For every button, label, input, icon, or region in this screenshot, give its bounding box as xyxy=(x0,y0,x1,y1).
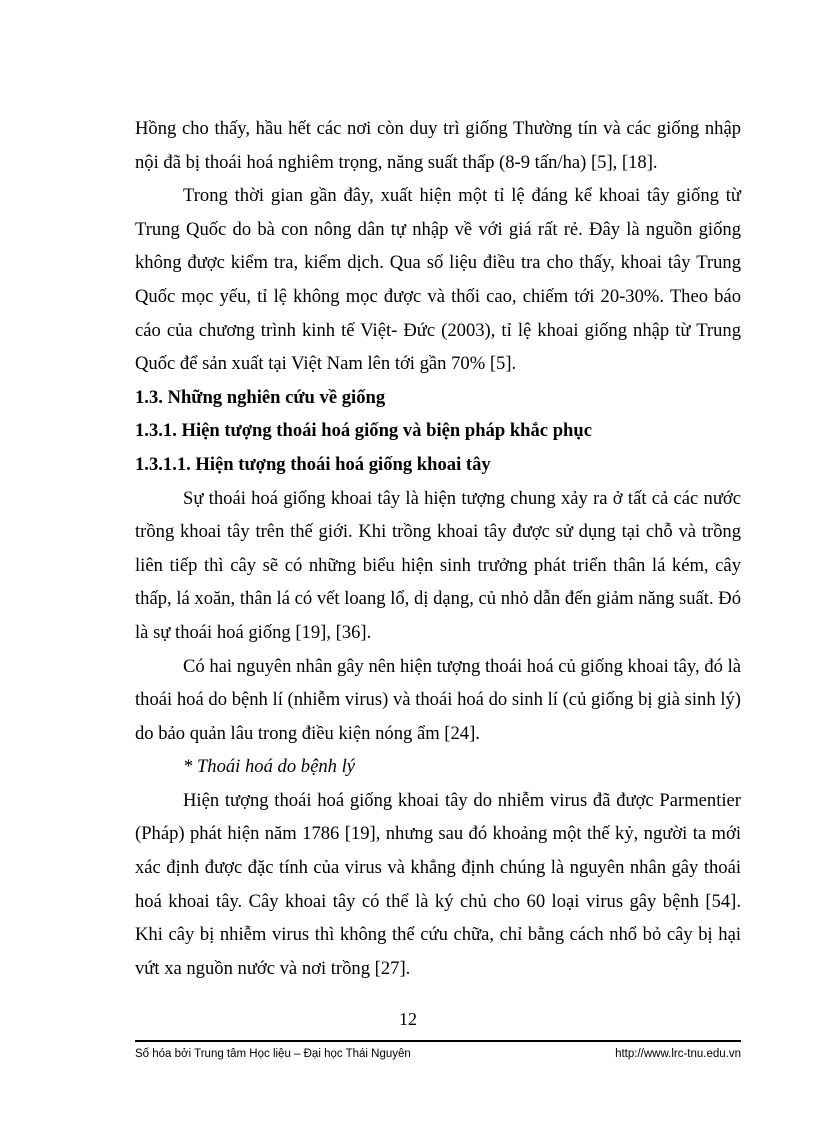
paragraph-chinese-seed: Trong thời gian gần đây, xuất hiện một tỉ lệ đáng kể khoai tây giống từ Trung Quốc do bà con nông dân tự nhập về với giá rất rẻ. Đây là nguồn giống không được kiểm tra, kiểm dịch. Qua số liệu điều tra cho thấy, khoai tây Trung Quốc mọc yếu, tỉ lệ không mọc được và thối cao, chiếm tới 20-30%. Theo báo cáo của chương trình kinh tế Việt- Đức (2003), tỉ lệ khoai giống nhập từ Trung Quốc để sản xuất tại Việt Nam lên tới gần 70% [5]. xyxy=(135,185,741,375)
footer-divider xyxy=(135,1040,741,1042)
heading-1-3: 1.3. Những nghiên cứu về giống xyxy=(135,386,386,408)
footer-credit: Số hóa bởi Trung tâm Học liệu – Đại học Thái Nguyên xyxy=(135,1048,411,1060)
footer-url: http://www.lrc-tnu.edu.vn xyxy=(615,1048,741,1060)
paragraph-virus: Hiện tượng thoái hoá giống khoai tây do nhiễm virus đã được Parmentier (Pháp) phát hiện năm 1786 [19], nhưng sau đó khoảng một thế kỷ, người ta mới xác định được đặc tính của virus và khẳng định chúng là nguyên nhân gây thoái hoá khoai tây. Cây khoai tây có thể là ký chủ cho 60 loại virus gây bệnh [54]. Khi cây bị nhiễm virus thì không thể cứu chữa, chỉ bằng cách nhổ bỏ cây bị hại vứt xa nguồn nước và nơi trồng [27]. xyxy=(135,789,741,979)
subheading-pathological: * Thoái hoá do bệnh lý xyxy=(183,756,355,778)
heading-1-3-1-1: 1.3.1.1. Hiện tượng thoái hoá giống khoai tây xyxy=(135,453,491,475)
page-body xyxy=(135,112,741,985)
paragraph-continuation: Hồng cho thấy, hầu hết các nơi còn duy trì giống Thường tín và các giống nhập nội đã bị thoái hoá nghiêm trọng, năng suất thấp (8-9 tấn/ha) [5], [18]. xyxy=(135,118,741,173)
footer xyxy=(135,1047,741,1061)
heading-1-3-1: 1.3.1. Hiện tượng thoái hoá giống và biện pháp khắc phục xyxy=(135,420,592,442)
page-number: 12 xyxy=(399,1009,417,1029)
paragraph-two-causes: Có hai nguyên nhân gây nên hiện tượng thoái hoá củ giống khoai tây, đó là thoái hoá do bệnh lí (nhiễm virus) và thoái hoá do sinh lí (củ giống bị già sinh lý) do bảo quản lâu trong điều kiện nóng ẩm [24]. xyxy=(135,655,741,744)
paragraph-degeneration: Sự thoái hoá giống khoai tây là hiện tượng chung xảy ra ở tất cả các nước trồng khoai tây trên thế giới. Khi trồng khoai tây được sử dụng tại chỗ và trồng liên tiếp thì cây sẽ có những biểu hiện sinh trưởng phát triển thân lá kém, cây thấp, lá xoăn, thân lá có vết loang lổ, dị dạng, củ nhỏ dẫn đến giảm năng suất. Đó là sự thoái hoá giống [19], [36]. xyxy=(135,487,741,643)
